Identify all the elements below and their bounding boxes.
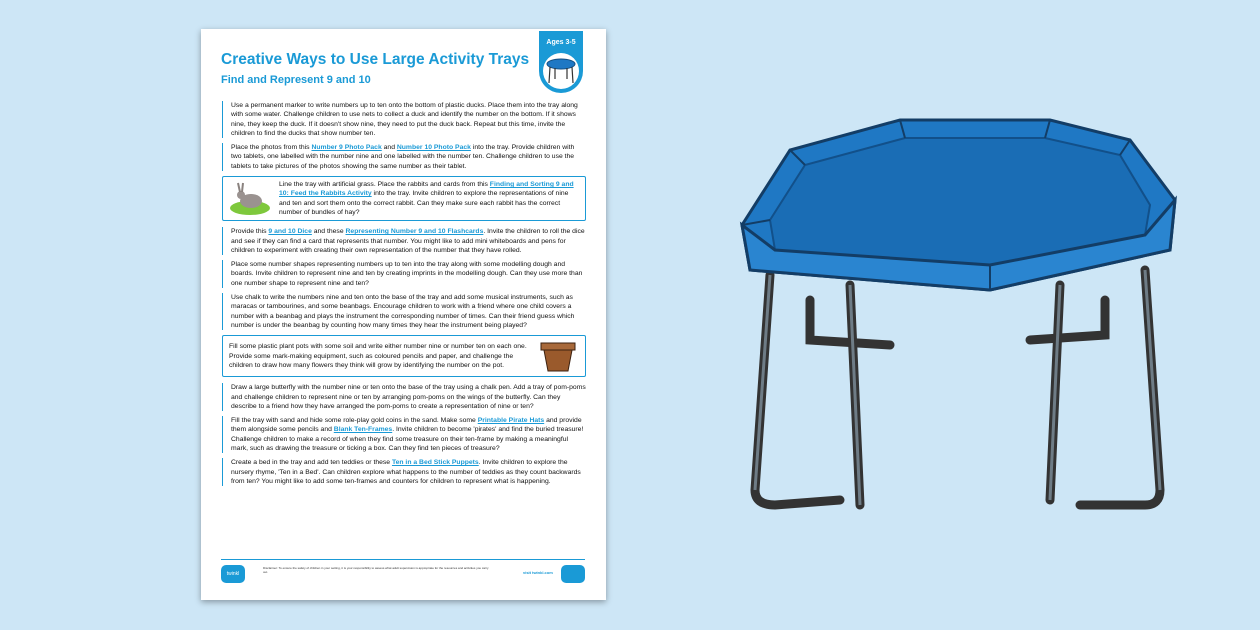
rabbit-on-grass-icon xyxy=(229,182,271,216)
paragraph-text: Line the tray with artificial grass. Place the rabbits and cards from this xyxy=(279,181,490,189)
box-text xyxy=(279,180,579,217)
activity-sheet xyxy=(201,29,606,600)
twinkl-badge-logo xyxy=(561,565,585,583)
paragraph-text: . Invite children to become 'pirates' and find the buried treasure! Challenge children to make a record of when they find some treasure on their ten-frame by making a meaningful mark, such as drawing the treasure or ticking a box. Can they find ten pieces of treasure? xyxy=(231,426,584,453)
activity-paragraph xyxy=(222,101,586,138)
paragraph-text: . Invite children to explore the nursery rhyme, 'Ten in a Bed'. Can children explore what happens to the number of teddies as they count backwards from ten? You might like to add some ten-frames and counters for children to represent what is happening. xyxy=(231,459,581,485)
age-badge xyxy=(539,31,583,93)
paragraph-text: and xyxy=(381,144,397,152)
page-title: Creative Ways to Use Large Activity Trays xyxy=(221,51,530,68)
paragraph-text: Draw a large butterfly with the number nine or ten onto the base of the tray using a chalk pen. Add a tray of pom-poms and challenge children to represent nine or ten by arranging pom-poms on the wings of the butterfly. Can they describe to a friend how they have arranged the pom-poms to create a representation of nine or ten? xyxy=(231,384,586,410)
age-badge-text: Ages 3-5 xyxy=(546,39,576,46)
paragraph-text: Place some number shapes representing numbers up to ten into the tray along with some modelling dough and boards. Invite children to represent nine and ten by creating imprints in the modelling dough. Can they use more than one number shape to represent nine and ten? xyxy=(231,261,583,287)
paragraph-text: Provide this xyxy=(231,228,269,236)
paragraph-text: Create a bed in the tray and add ten teddies or these xyxy=(231,459,392,467)
resource-link[interactable]: Number 10 Photo Pack xyxy=(396,144,471,152)
activity-paragraph xyxy=(222,260,586,288)
resource-link[interactable]: Finding and Sorting 9 and 10: Feed the Rabbits Activity xyxy=(279,181,574,198)
box-text xyxy=(229,342,529,370)
paragraph-text: Fill some plastic plant pots with some soil and write either number nine or number ten on each one. Provide some mark-making equipment, such as coloured pencils and paper, and challenge the children to draw how many flowers they think will grow by identifying the number on the pot. xyxy=(229,343,527,369)
paragraph-text: into the tray. Provide children with two tablets, one labelled with the number nine and one labelled with the number ten. Challenge children to use the tablets to take pictures of the photos showing the same number as their tablet. xyxy=(231,144,575,170)
paragraph-text: and provide them alongside some pencils and xyxy=(231,417,582,434)
activity-highlight-box xyxy=(222,176,586,221)
activity-paragraph xyxy=(222,293,586,330)
resource-link[interactable]: Representing Number 9 and 10 Flashcards xyxy=(345,228,484,236)
footer xyxy=(221,559,585,590)
resource-link[interactable]: 9 and 10 Dice xyxy=(268,228,312,236)
activity-paragraph xyxy=(222,227,586,255)
activity-tray-illustration xyxy=(730,110,1190,520)
paragraph-text: and these xyxy=(311,228,346,236)
activity-paragraph xyxy=(222,458,586,486)
activity-highlight-box xyxy=(222,335,586,377)
plant-pot-icon xyxy=(537,339,579,373)
activity-paragraph xyxy=(222,383,586,411)
twinkl-logo: twinkl xyxy=(221,565,245,583)
visit-link[interactable]: visit twinkl.com xyxy=(523,570,553,575)
disclaimer: Disclaimer: To ensure the safety of children in your setting, it is your responsibility to assess what adult supervision is appropriate for the resources and activities you carry out. xyxy=(263,566,489,574)
resource-link[interactable]: Ten in a Bed Stick Puppets xyxy=(391,459,479,467)
resource-link[interactable]: Number 9 Photo Pack xyxy=(311,144,382,152)
paragraph-text: Place the photos from this xyxy=(231,144,312,152)
paragraph-text: Use chalk to write the numbers nine and ten onto the base of the tray and add some musical instruments, such as maracas or tambourines, and some beanbags. Encourage children to work with a friend where one child covers a number with a beanbag and plays the instrument the corresponding number of times. Can their friend guess which number is under the beanbag by counting how many times they hear the instrument being played? xyxy=(231,294,575,329)
activity-list xyxy=(222,101,586,491)
activity-paragraph xyxy=(222,143,586,171)
paragraph-text: . Invite the children to roll the dice and see if they can find a card that represents that number. You might like to add mini whiteboards and pens for children to experiment with creating their own representation of the number that they have rolled. xyxy=(231,228,585,254)
page-subtitle: Find and Represent 9 and 10 xyxy=(221,74,371,86)
activity-paragraph xyxy=(222,416,586,453)
paragraph-text: Fill the tray with sand and hide some role-play gold coins in the sand. Make some xyxy=(231,417,478,425)
resource-link[interactable]: Printable Pirate Hats xyxy=(477,417,545,425)
paragraph-text: Use a permanent marker to write numbers up to ten onto the bottom of plastic ducks. Place them into the tray along with some water. Challenge children to use nets to collect a duck and identify the number on the bottom. If it shows nine, they keep the duck. If it doesn't show nine, they need to put the duck back. Repeat but this time, invite the children to find the ducks that show number ten. xyxy=(231,102,578,137)
paragraph-text: into the tray. Invite children to explore the representations of nine and ten and sort them onto the correct rabbit. Can they make sure each rabbit has the correct number of bundles of hay? xyxy=(279,190,569,216)
resource-link[interactable]: Blank Ten-Frames xyxy=(333,426,393,434)
